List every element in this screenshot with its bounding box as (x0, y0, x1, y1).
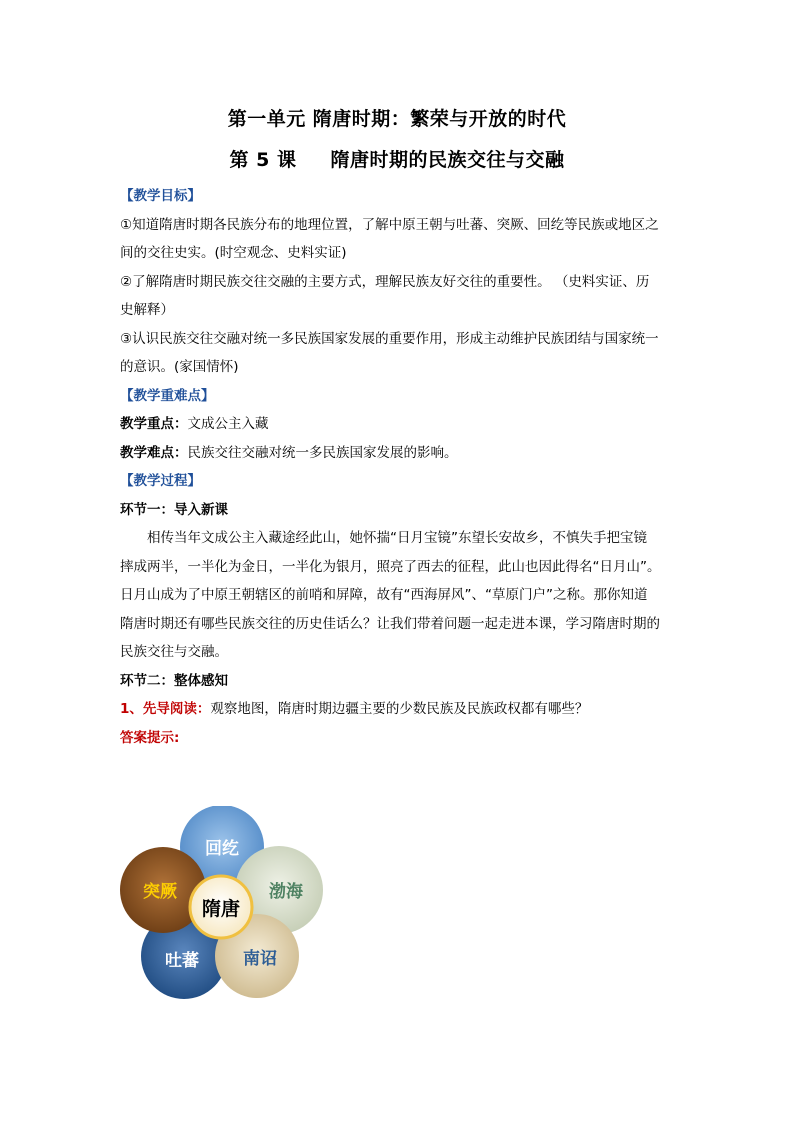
center-suitang (190, 876, 252, 938)
petal-bohai-label: 渤海 (269, 882, 303, 902)
lesson-title (0, 145, 794, 172)
process-heading: 【教学过程】 (120, 473, 201, 489)
objective-item-1-line-2: 间的交往史实。(时空观念、史料实证) (120, 245, 347, 261)
teaching-focus (120, 410, 680, 439)
focus-text: 文成公主入藏 (187, 416, 269, 432)
petal-huihe-label: 回纥 (205, 839, 239, 859)
intro-line-5: 民族交往与交融。 (120, 644, 228, 660)
intro-line-2: 摔成两半，一半化为金日，一半化为银月，照亮了西去的征程，此山也因此得名“日月山”。 (120, 558, 661, 575)
question-1-label: 1、先导阅读： (120, 701, 211, 717)
answer-hint-label: 答案提示: (120, 729, 180, 746)
petal-tubo-label: 吐蕃 (165, 951, 199, 971)
petal-nanzhao-label: 南诏 (243, 949, 277, 969)
objective-item-3-line-1: ③认识民族交往交融对统一多民族国家发展的重要作用，形成主动维护民族团结与国家统一 (120, 330, 659, 347)
step-one-heading: 环节一：导入新课 (120, 501, 228, 518)
focus-label: 教学重点： (120, 416, 188, 432)
question-1-text: 观察地图，隋唐时期边疆主要的少数民族及民族政权都有哪些？ (210, 701, 589, 717)
ethnic-groups-diagram (120, 806, 330, 1001)
difficulty-label: 教学难点： (120, 444, 188, 461)
petal-tujue-label: 突厥 (143, 882, 177, 902)
intro-line-4: 隋唐时期还有哪些民族交往的历史佳话么？让我们带着问题一起走进本课，学习隋唐时期的 (120, 615, 660, 632)
step-two-heading: 环节二：整体感知 (120, 672, 228, 689)
question-1 (120, 695, 680, 724)
objective-item-1-line-1: ①知道隋唐时期各民族分布的地理位置，了解中原王朝与吐蕃、突厥、回纥等民族或地区之 (120, 216, 659, 233)
objective-item-2-line-1: ②了解隋唐时期民族交往交融的主要方式，理解民族友好交往的重要性。 （史料实证、历 (120, 273, 650, 290)
key-points-heading: 【教学重难点】 (120, 387, 215, 404)
objective-item-2-line-2: 史解释） (120, 302, 174, 318)
objectives-section (120, 182, 680, 752)
lesson-number: 第 5 课 (229, 149, 297, 171)
objectives-heading: 【教学目标】 (120, 188, 201, 204)
intro-line-1: 相传当年文成公主入藏途经此山，她怀揣“日月宝镜”东望长安故乡，不慎失手把宝镜 (147, 530, 647, 546)
lesson-name: 隋唐时期的民族交往与交融 (330, 149, 565, 171)
unit-title: 第一单元 隋唐时期：繁荣与开放的时代 (227, 108, 567, 130)
teaching-difficulty (120, 439, 680, 468)
difficulty-text: 民族交往交融对统一多民族国家发展的影响。 (187, 444, 458, 461)
objective-item-3-line-2: 的意识。(家国情怀) (120, 359, 239, 375)
center-label: 隋唐 (201, 898, 241, 920)
intro-line-3: 日月山成为了中原王朝辖区的前哨和屏障，故有“西海屏风”、“草原门户”之称。那你知道 (120, 587, 648, 603)
